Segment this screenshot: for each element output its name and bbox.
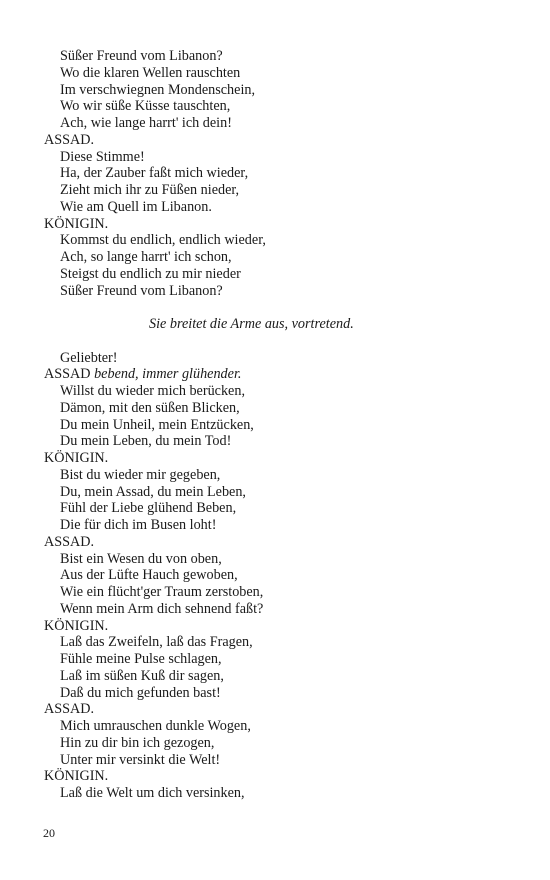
speaker-assad-with-direction — [0, 366, 550, 383]
verse-line: Aus der Lüfte Hauch gewoben, — [60, 567, 238, 584]
verse-line: Süßer Freund vom Libanon? — [60, 282, 223, 299]
verse-line: Daß du mich gefunden bast! — [60, 684, 221, 701]
verse-line: Unter mir versinkt die Welt! — [60, 751, 221, 768]
verse-line: Steigst du endlich zu mir nieder — [60, 265, 241, 282]
verse-line: Ach, so lange harrt' ich schon, — [60, 249, 232, 265]
verse-line: Hin zu dir bin ich gezogen, — [60, 734, 215, 751]
verse-line: Zieht mich ihr zu Füßen nieder, — [60, 182, 240, 198]
verse-line: Bist ein Wesen du von oben, — [60, 550, 222, 567]
verse-line: Wenn mein Arm dich sehnend faßt? — [60, 600, 264, 617]
verse-line: Kommst du endlich, endlich wieder, — [60, 232, 266, 249]
verse-line: Laß im süßen Kuß dir sagen, — [60, 667, 224, 684]
verse-line: Mich umrauschen dunkle Wogen, — [60, 718, 251, 734]
verse-line: Wie ein flücht'ger Traum zerstoben, — [60, 584, 264, 600]
verse-line: Du mein Leben, du mein Tod! — [60, 433, 232, 450]
speaker-assad: ASSAD. — [44, 701, 95, 718]
verse-line: Wo die klaren Wellen rauschten — [60, 64, 241, 81]
speaker-koenigin: KÖNIGIN. — [44, 450, 109, 466]
speaker-assad: ASSAD. — [44, 533, 95, 550]
verse-line: Willst du wieder mich berücken, — [60, 383, 245, 399]
speaker-koenigin: KÖNIGIN. — [44, 768, 109, 785]
verse-line: Laß das Zweifeln, laß das Fragen, — [60, 634, 253, 651]
verse-line: Du, mein Assad, du mein Leben, — [60, 483, 246, 500]
verse-line: Laß die Welt um dich versinken, — [60, 785, 245, 801]
verse-line: Bist du wieder mir gegeben, — [60, 466, 221, 483]
dialogue-text — [0, 48, 550, 802]
speaker-direction: bebend, immer glühender. — [94, 366, 242, 383]
page-number: 20 — [43, 826, 55, 840]
verse-line: Die für dich im Busen loht! — [60, 517, 217, 533]
verse-line: Wo wir süße Küsse tauschten, — [60, 98, 231, 115]
verse-line: Du mein Unheil, mein Entzücken, — [60, 416, 254, 433]
verse-line: Im verschwiegnen Mondenschein, — [60, 81, 256, 98]
verse-line: Ach, wie lange harrt' ich dein! — [60, 115, 232, 131]
verse-line: Diese Stimme! — [60, 148, 145, 165]
blank-line — [0, 299, 550, 316]
verse-line: Geliebter! — [60, 349, 118, 366]
speaker-koenigin: KÖNIGIN. — [44, 617, 109, 634]
verse-line: Dämon, mit den süßen Blicken, — [60, 399, 240, 416]
blank-line — [0, 333, 550, 350]
speaker-assad: ASSAD. — [44, 131, 95, 148]
verse-line: Fühle meine Pulse schlagen, — [60, 651, 222, 667]
speaker-name: ASSAD — [44, 366, 91, 383]
verse-line: Ha, der Zauber faßt mich wieder, — [60, 165, 249, 182]
speaker-koenigin: KÖNIGIN. — [44, 215, 109, 232]
stage-direction: Sie breitet die Arme aus, vortretend. — [149, 316, 354, 332]
verse-line: Fühl der Liebe glühend Beben, — [60, 500, 237, 517]
verse-line: Wie am Quell im Libanon. — [60, 198, 212, 215]
verse-line: Süßer Freund vom Libanon? — [60, 48, 223, 64]
